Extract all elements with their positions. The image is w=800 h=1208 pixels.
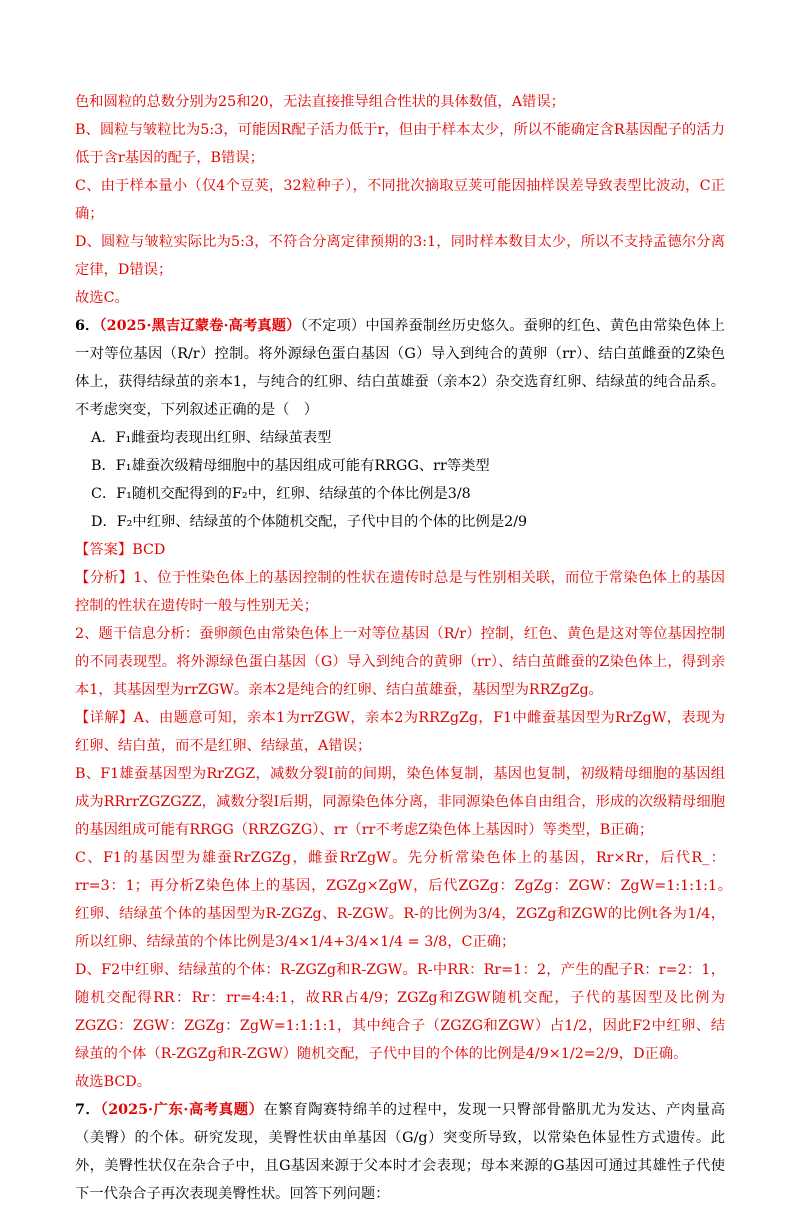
explanation-line: D、圆粒与皱粒实际比为5:3，不符合分离定律预期的3:1，同时样本数目太少，所以不支持孟德尔分离定律，D错误； [75, 234, 725, 278]
answer-tag: 【答案】 [75, 542, 133, 558]
question-source: （2025·黑吉辽蒙卷·高考真题） [99, 318, 301, 334]
answer-value: BCD [132, 542, 166, 558]
explanation-line: C、由于样本量小（仅4个豆荚，32粒种子），不同批次摘取豆荚可能因抽样误差导致表型比波动，C正确； [75, 178, 725, 222]
explanation-line: B、圆粒与皱粒比为5:3，可能因R配子活力低于r，但由于样本太少，所以不能确定含R基因配子的活力低于含r基因的配子，B错误； [75, 122, 725, 166]
detail-line: C、F1的基因型为雄蚕RrZGZg，雌蚕RrZgW。先分析常染色体上的基因，Rr×Rr，后代R_：rr=3：1；再分析Z染色体上的基因，ZGZg×ZgW，后代ZGZg：ZgZg：ZGW：ZgW=1:1:1:1。 红卵、结绿茧个体的基因型为R-ZGZg、R-ZGW。R-的比例为3/4，ZGZg和ZGW的比例t各为1/4，所以红卵、结绿茧的个体比例是3/4×1/4+3/4×1/4 = 3/8，C正确； [75, 850, 740, 950]
question-7-stem [75, 1096, 725, 1208]
question-6 [75, 312, 740, 1096]
detail-line: D、F2中红卵、结绿茧的个体：R-ZGZg和R-ZGW。R-中RR：Rr=1：2，产生的配子R：r=2：1，随机交配得RR：Rr：rr=4:4:1，故RR占4/9；ZGZg和ZGW随机交配，子代的基因型及比例为ZGZG：ZGW：ZGZg：ZgW=1:1:1:1，其中纯合子（ZGZG和ZGW）占1/2，因此F2中红卵、结绿茧的个体（R-ZGZg和R-ZGW）随机交配，子代中目的个体的比例是4/9×1/2=2/9，D正确。 [75, 962, 725, 1062]
question-text: （不定项）中国养蚕制丝历史悠久。蚕卵的红色、黄色由常染色体上一对等位基因（R/r）控制。将外源绿色蛋白基因（G）导入到纯合的黄卵（rr）、结白茧雌蚕的Z染色体上，获得结绿茧的亲本1，与纯合的红卵、结白茧雄蚕（亲本2）杂交选育红卵、结绿茧的纯合品系。不考虑突变，下列叙述正确的是（ ） [75, 318, 725, 418]
question-6-options [75, 424, 725, 536]
question-text: 在繁育陶赛特绵羊的过程中，发现一只臀部骨骼肌尤为发达、产肉量高（美臀）的个体。研究发现，美臀性状由单基因（G/g）突变所导致，以常染色体显性方式遗传。此外，美臀性状仅在杂合子中，且G基因来源于父本时才会表现；母本来源的G基因可通过其雄性子代使下一代杂合子再次表现美臀性状。回答下列问题： [75, 1102, 725, 1202]
option-a: A．F₁雌蚕均表现出红卵、结绿茧表型 [91, 430, 332, 446]
question-source: （2025·广东·高考真题） [100, 1102, 264, 1118]
previous-question-explanation [75, 88, 725, 312]
option-c: C．F₁随机交配得到的F₂中，红卵、结绿茧的个体比例是3/8 [91, 486, 471, 502]
conclusion-line: 故选BCD。 [75, 1074, 152, 1090]
question-number: 7． [75, 1102, 101, 1118]
question-number: 6． [75, 318, 100, 334]
analysis-line [75, 564, 725, 620]
analysis-tag: 【分析】 [75, 570, 134, 586]
analysis-text: 1、位于性染色体上的基因控制的性状在遗传时总是与性别相关联，而位于常染色体上的基因控制的性状在遗传时一般与性别无关； [75, 570, 725, 614]
option-d: D．F₂中红卵、结绿茧的个体随机交配，子代中目的个体的比例是2/9 [91, 514, 528, 530]
question-6-stem [75, 312, 725, 424]
question-7 [75, 1096, 725, 1208]
explanation-line: 色和圆粒的总数分别为25和20，无法直接推导组合性状的具体数值，A错误； [75, 94, 565, 110]
explanation-line: 故选C。 [75, 290, 129, 306]
detail-line: B、F1雄蚕基因型为RrZGZ，减数分裂Ⅰ前的间期，染色体复制，基因也复制，初级精母细胞的基因组成为RRrrZGZGZZ，减数分裂Ⅰ后期，同源染色体分离，非同源染色体自由组合，形成的次级精母细胞的基因组成可能有RRGG（RRZGZG）、rr（rr不考虑Z染色体上基因时）等类型，B正确； [75, 766, 725, 838]
detail-text: A、由题意可知，亲本1为rrZGW，亲本2为RRZgZg，F1中雌蚕基因型为RrZgW，表现为红卵、结白茧，而不是红卵、结绿茧，A错误； [75, 710, 725, 754]
analysis-line: 2、题干信息分析：蚕卵颜色由常染色体上一对等位基因（R/r）控制，红色、黄色是这对等位基因控制的不同表现型。将外源绿色蛋白基因（G）导入到纯合的黄卵（rr）、结白茧雌蚕的Z染色体上，得到亲本1，其基因型为rrZGW。亲本2是纯合的红卵、结白茧雄蚕，基因型为RRZgZg。 [75, 626, 725, 698]
detail-line [75, 704, 725, 760]
detail-tag: 【详解】 [75, 710, 134, 726]
option-b: B．F₁雄蚕次级精母细胞中的基因组成可能有RRGG、rr等类型 [91, 458, 490, 474]
answer-line [75, 536, 725, 564]
document-page [75, 88, 740, 1208]
